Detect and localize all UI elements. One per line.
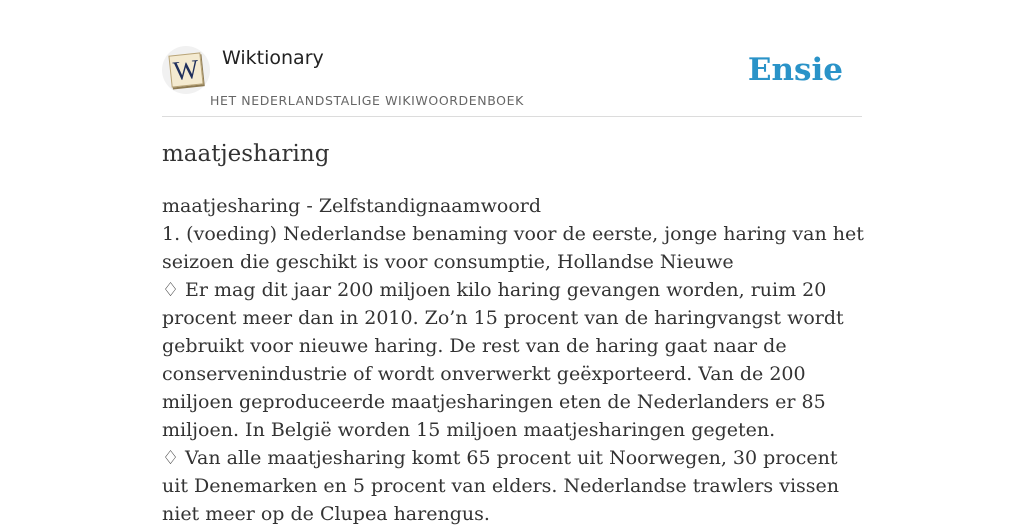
site-name[interactable]: Wiktionary (222, 47, 324, 69)
example-1 (162, 276, 867, 444)
example-text: Van alle maatjesharing komt 65 procent uit Noorwegen, 30 procent uit Denemarken en 5 procent van elders. Nederlandse trawlers vissen niet meer op de Clupea harengus. (162, 447, 840, 525)
site-header (162, 44, 862, 117)
page-title: maatjesharing (162, 141, 330, 167)
entry-content (162, 192, 867, 528)
logo-tile (168, 52, 203, 87)
wiktionary-logo-icon[interactable] (162, 46, 210, 94)
logo-letter: W (171, 53, 201, 86)
word-type-line: maatjesharing - Zelfstandignaamwoord (162, 195, 542, 217)
example-text: Er mag dit jaar 200 miljoen kilo haring gevangen worden, ruim 20 procent meer dan in 2010. Zo’n 15 procent van de haringvangst wordt gebruikt voor nieuwe haring. De rest van de haring gaat naar de conservenindustrie of wordt onverwerkt geëxporteerd. Van de 200 miljoen geproduceerde maatjesharingen eten de Nederlanders er 85 miljoen. In België worden 15 miljoen maatjesharingen gegeten. (162, 279, 844, 441)
site-tagline: HET NEDERLANDSTALIGE WIKIWOORDENBOEK (210, 93, 524, 108)
example-2 (162, 444, 867, 528)
definition: 1. (voeding) Nederlandse benaming voor de eerste, jonge haring van het seizoen die geschikt is voor consumptie, Hollandse Nieuwe (162, 223, 864, 273)
diamond-icon: ♢ (162, 447, 180, 469)
diamond-icon: ♢ (162, 279, 180, 301)
ensie-brand-link[interactable]: Ensie (747, 52, 843, 88)
